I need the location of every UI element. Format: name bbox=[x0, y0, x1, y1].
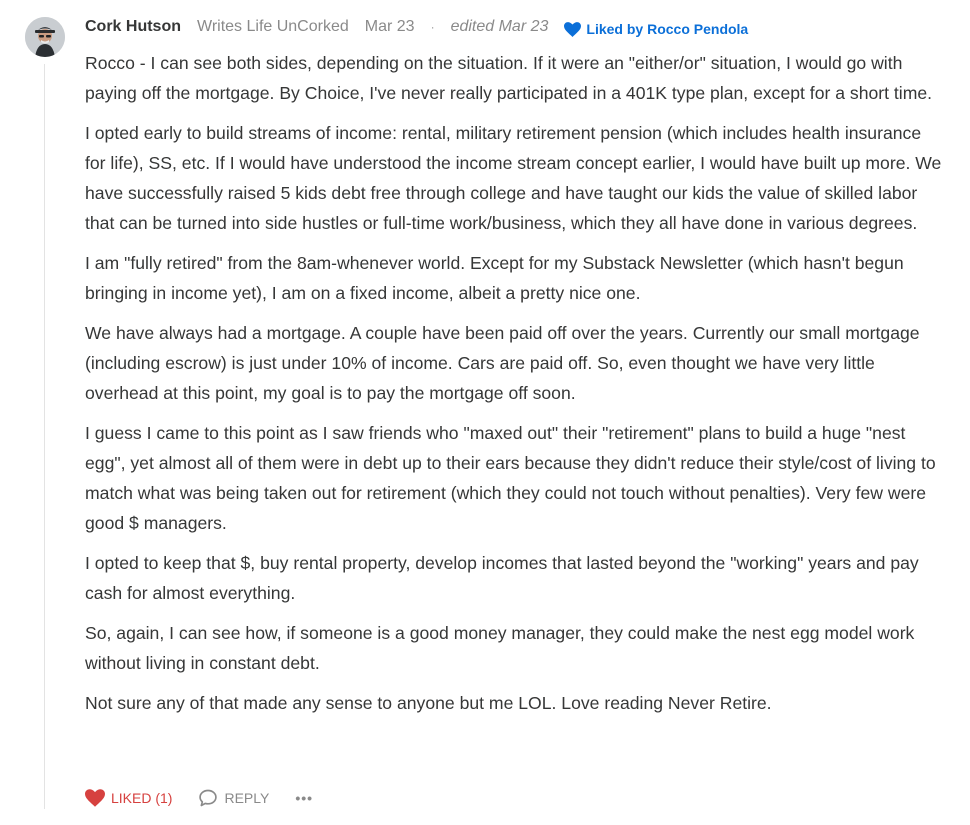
like-button-label: LIKED (1) bbox=[111, 790, 173, 806]
comment-paragraph: I am "fully retired" from the 8am-whenever world. Except for my Substack Newsletter (which hasn't begun bringing in income yet), I am on a fixed income, albeit a pretty nice one. bbox=[85, 253, 904, 303]
avatar[interactable] bbox=[25, 17, 65, 57]
comment-date[interactable]: Mar 23 bbox=[364, 18, 415, 35]
comment-body bbox=[85, 48, 943, 728]
comment-actions bbox=[85, 786, 313, 810]
comment-paragraph: So, again, I can see how, if someone is a good money manager, they could make the nest egg model work without living in constant debt. bbox=[85, 623, 915, 673]
more-options-button[interactable] bbox=[295, 790, 313, 806]
comment-meta bbox=[85, 16, 748, 38]
speech-bubble-icon bbox=[198, 788, 218, 808]
ellipsis-icon: ••• bbox=[295, 790, 314, 806]
like-button[interactable] bbox=[85, 789, 172, 807]
liked-by-badge bbox=[564, 21, 748, 37]
reply-button-label: REPLY bbox=[224, 790, 270, 806]
comment-paragraph: Not sure any of that made any sense to anyone but me LOL. Love reading Never Retire. bbox=[85, 693, 772, 713]
heart-icon bbox=[85, 789, 105, 807]
comment-paragraph: I guess I came to this point as I saw friends who "maxed out" their "retirement" plans to build a huge "nest egg", yet almost all of them were in debt up to their ears because they didn't reduce their style/cost of living to match what was being taken out for retirement (which they could not touch without penalties). Very few were good $ managers. bbox=[85, 423, 936, 533]
avatar-image bbox=[25, 17, 65, 57]
comment-paragraph: I opted early to build streams of income: rental, military retirement pension (which includes health insurance for life), SS, etc. If I would have understood the income stream concept earlier, I would have built up more. We have successfully raised 5 kids debt free through college and have taught our kids the value of skilled labor that can be turned into side hustles or full-time work/business, which they all have done in various degrees. bbox=[85, 123, 942, 233]
thread-line bbox=[44, 64, 45, 809]
heart-icon bbox=[564, 22, 581, 37]
liked-by-label: Liked by Rocco Pendola bbox=[586, 21, 749, 37]
comment-paragraph: I opted to keep that $, buy rental property, develop incomes that lasted beyond the "working" years and pay cash for almost everything. bbox=[85, 553, 919, 603]
comment-paragraph: We have always had a mortgage. A couple have been paid off over the years. Currently our small mortgage (including escrow) is just under 10% of income. Cars are paid off. So, even thought we have very little overhead at this point, my goal is to pay the mortgage off soon. bbox=[85, 323, 920, 403]
author-name[interactable]: Cork Hutson bbox=[85, 18, 181, 35]
comment-paragraph: Rocco - I can see both sides, depending on the situation. If it were an "either/or" situation, I would go with paying off the mortgage. By Choice, I've never really participated in a 401K type plan, except for a short time. bbox=[85, 53, 933, 103]
reply-button[interactable] bbox=[198, 788, 269, 808]
edited-label: edited Mar 23 bbox=[450, 18, 549, 35]
author-byline[interactable]: Writes Life UnCorked bbox=[197, 18, 349, 35]
meta-separator: · bbox=[430, 20, 435, 34]
